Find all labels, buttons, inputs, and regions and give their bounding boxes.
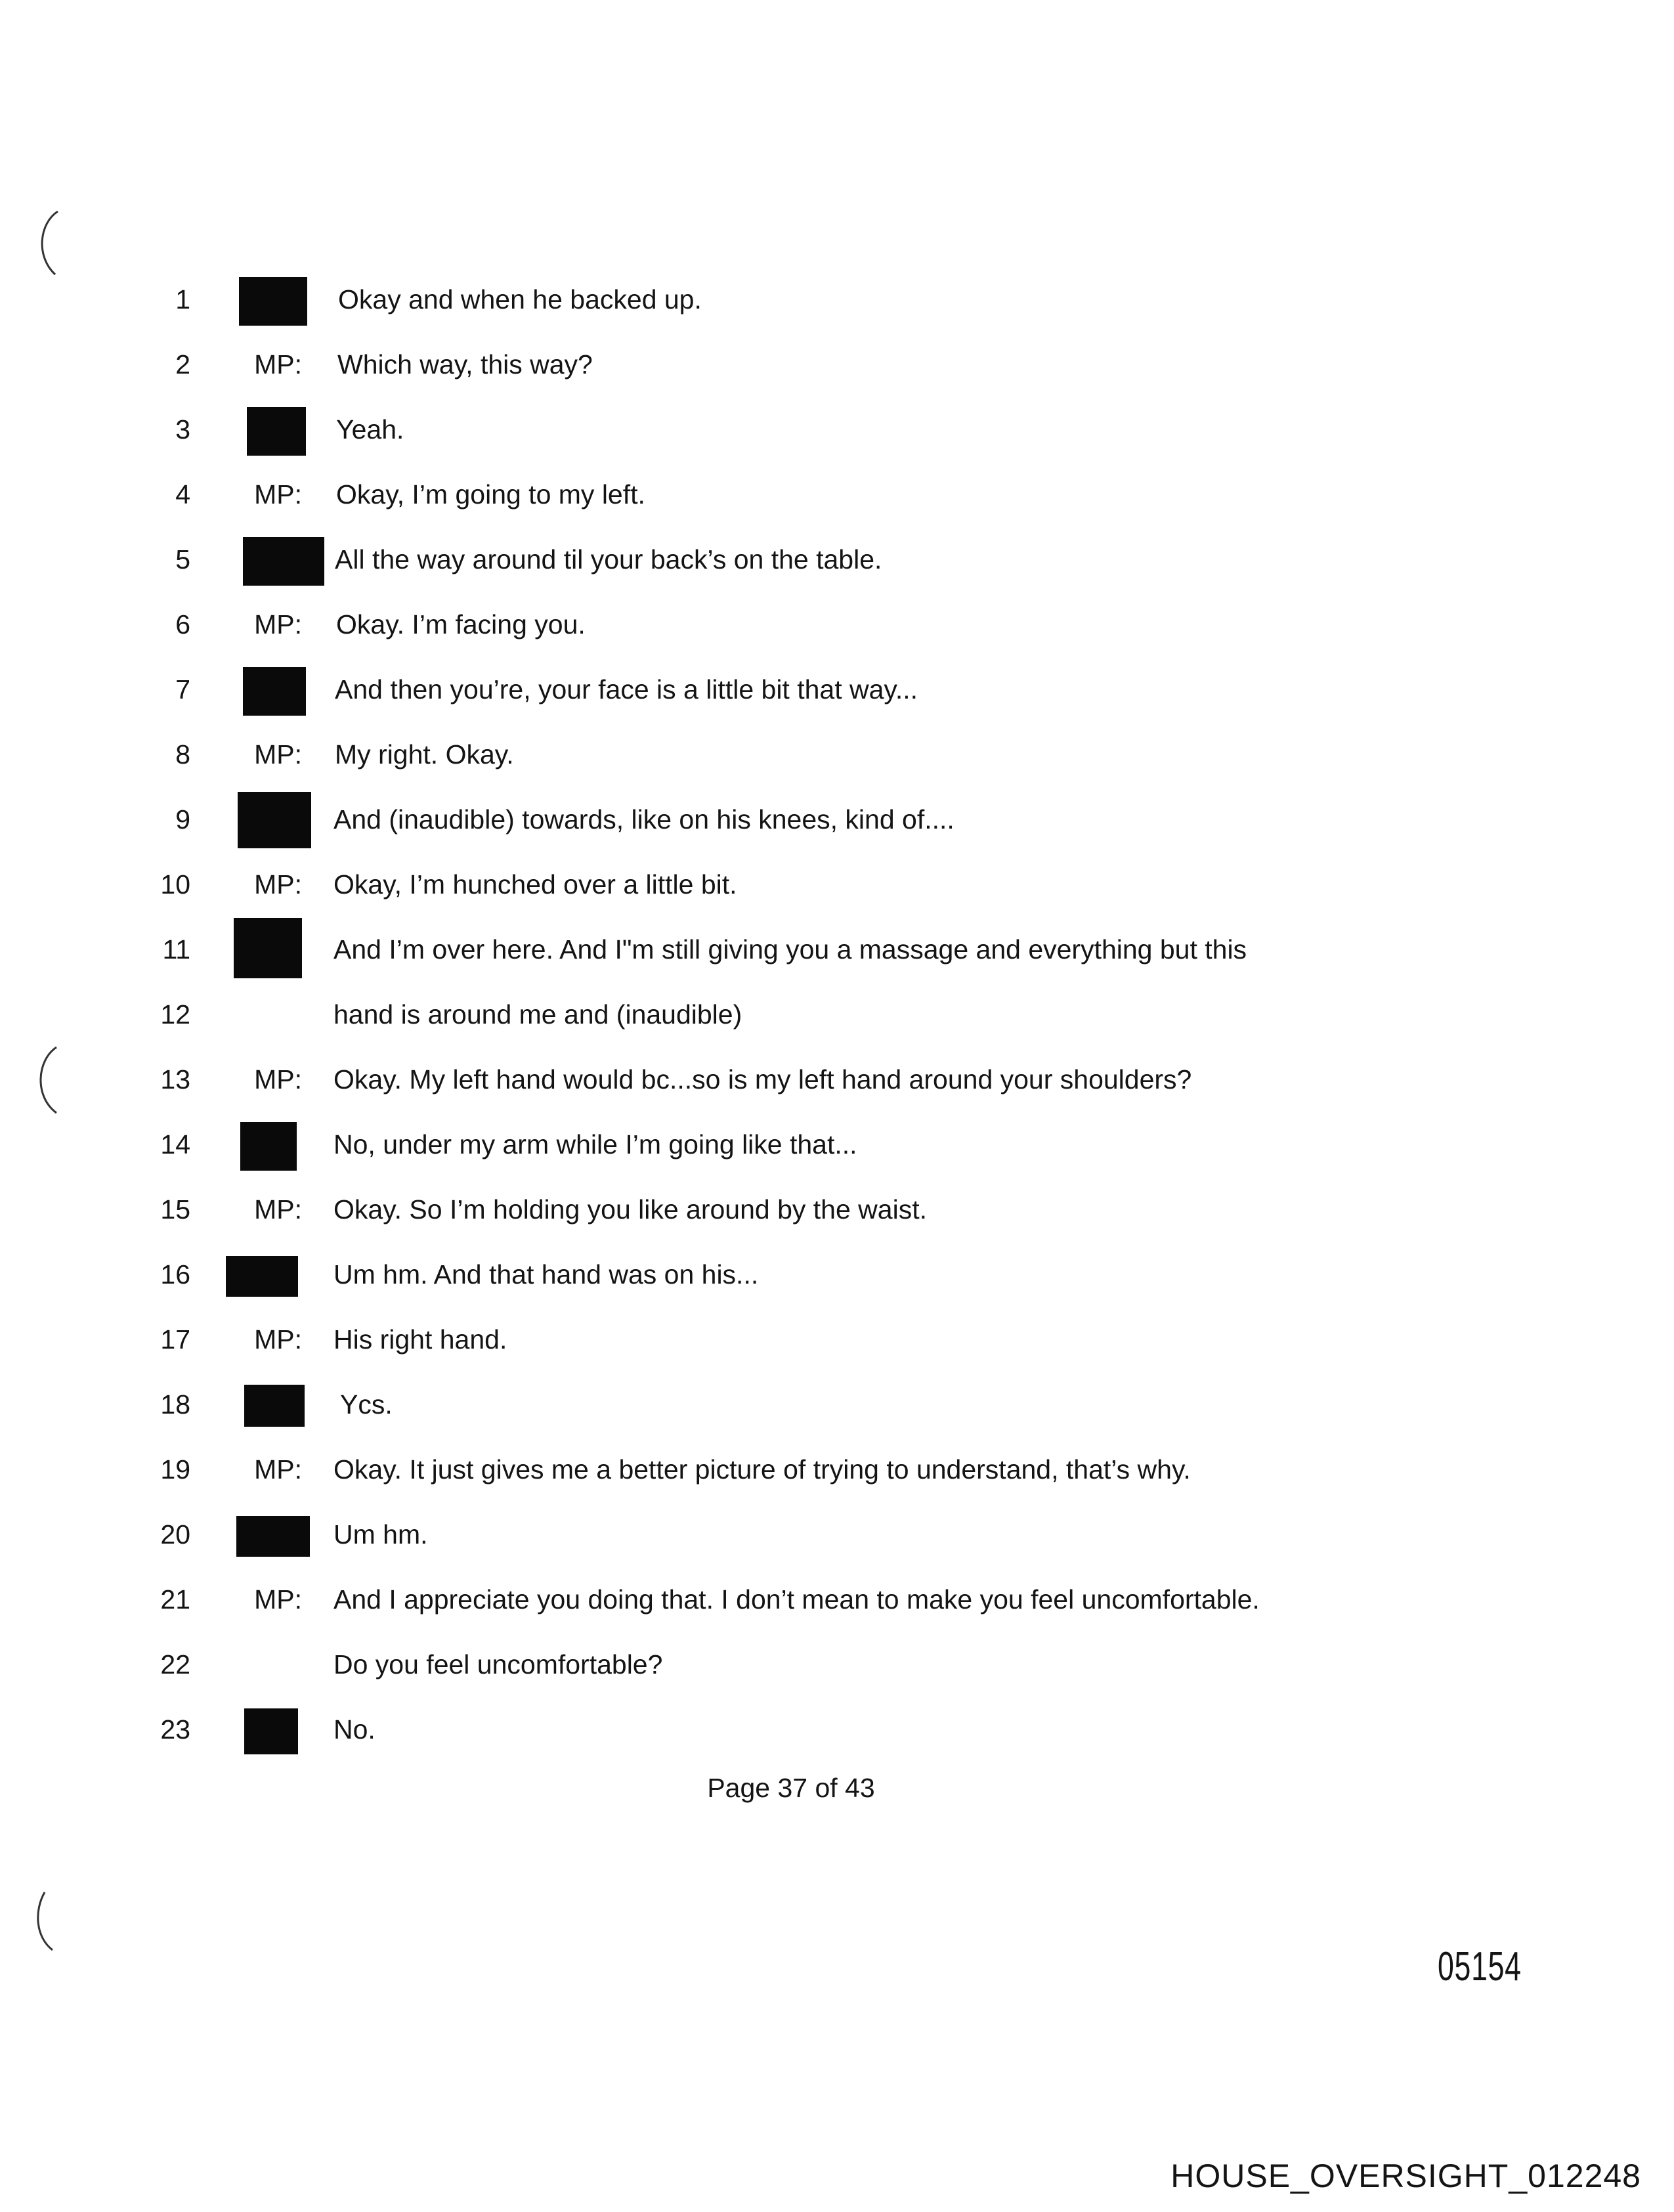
redaction-block — [244, 1708, 298, 1754]
line-number: 12 — [160, 999, 190, 1030]
speaker-label: MP: — [254, 1454, 302, 1485]
line-text: And I appreciate you doing that. I don’t mean to make you feel uncomfortable. — [333, 1584, 1260, 1615]
line-number: 21 — [160, 1584, 190, 1615]
line-text: Okay. My left hand would bc...so is my left hand around your shoulders? — [333, 1064, 1192, 1095]
transcript-line — [0, 534, 1674, 599]
line-text: And I’m over here. And I"m still giving you a massage and everything but this — [333, 934, 1247, 965]
line-number: 1 — [175, 284, 190, 314]
line-text: Okay. I’m facing you. — [336, 609, 586, 640]
line-text: All the way around til your back’s on the table. — [335, 544, 882, 575]
line-number: 7 — [175, 674, 190, 705]
redaction-block — [244, 1385, 305, 1427]
line-number: 2 — [175, 349, 190, 380]
transcript-line — [0, 404, 1674, 469]
transcript-line — [0, 1119, 1674, 1184]
line-number: 9 — [175, 804, 190, 835]
transcript-line — [0, 469, 1674, 534]
page-number-footer: Page 37 of 43 — [707, 1773, 875, 1803]
transcript-line — [0, 1574, 1674, 1639]
speaker-label: MP: — [254, 349, 302, 380]
line-number: 10 — [160, 869, 190, 900]
transcript-line — [0, 1314, 1674, 1379]
speaker-label: MP: — [254, 1584, 302, 1615]
line-number: 15 — [160, 1194, 190, 1225]
line-text: Um hm. And that hand was on his... — [333, 1259, 759, 1290]
line-text: Okay, I’m going to my left. — [336, 479, 645, 510]
line-text: Which way, this way? — [337, 349, 593, 380]
line-text: Ycs. — [340, 1389, 393, 1420]
speaker-label: MP: — [254, 609, 302, 640]
line-text: No. — [333, 1714, 376, 1745]
redaction-block — [236, 1516, 310, 1557]
transcript-line — [0, 1054, 1674, 1119]
line-text: Yeah. — [336, 414, 404, 445]
line-text: My right. Okay. — [335, 739, 514, 770]
transcript-line — [0, 859, 1674, 924]
line-text: Okay, I’m hunched over a little bit. — [333, 869, 737, 900]
transcript-line — [0, 794, 1674, 859]
redaction-block — [243, 667, 306, 716]
speaker-label: MP: — [254, 1194, 302, 1225]
line-number: 23 — [160, 1714, 190, 1745]
transcript-line — [0, 1639, 1674, 1704]
transcript-line — [0, 274, 1674, 339]
line-text: Okay. So I’m holding you like around by the waist. — [333, 1194, 927, 1225]
speaker-label: MP: — [254, 479, 302, 510]
transcript-line — [0, 729, 1674, 794]
transcript-line — [0, 599, 1674, 664]
redaction-block — [234, 918, 302, 978]
line-text: Do you feel uncomfortable? — [333, 1649, 663, 1680]
line-number: 17 — [160, 1324, 190, 1355]
production-identifier: HOUSE_OVERSIGHT_012248 — [1170, 2158, 1641, 2194]
line-text: Okay and when he backed up. — [338, 284, 702, 314]
speaker-label: MP: — [254, 869, 302, 900]
transcript — [0, 274, 1674, 1769]
line-text: Okay. It just gives me a better picture of trying to understand, that’s why. — [333, 1454, 1191, 1485]
redaction-block — [243, 537, 324, 586]
line-text: hand is around me and (inaudible) — [333, 999, 742, 1030]
punch-hole-mark-bottom — [26, 1884, 66, 1970]
line-text: No, under my arm while I’m going like that... — [333, 1129, 857, 1160]
transcript-line — [0, 1249, 1674, 1314]
line-number: 5 — [175, 544, 190, 575]
line-number: 18 — [160, 1389, 190, 1420]
transcript-line — [0, 1379, 1674, 1444]
transcript-line — [0, 1704, 1674, 1769]
line-number: 3 — [175, 414, 190, 445]
transcript-line — [0, 989, 1674, 1054]
speaker-label: MP: — [254, 739, 302, 770]
line-number: 4 — [175, 479, 190, 510]
line-text: His right hand. — [333, 1324, 507, 1355]
transcript-line — [0, 924, 1674, 989]
line-text: And then you’re, your face is a little bit that way... — [335, 674, 918, 705]
line-number: 14 — [160, 1129, 190, 1160]
redaction-block — [247, 407, 306, 456]
line-number: 8 — [175, 739, 190, 770]
speaker-label: MP: — [254, 1064, 302, 1095]
speaker-label: MP: — [254, 1324, 302, 1355]
transcript-line — [0, 664, 1674, 729]
redaction-block — [238, 792, 311, 848]
line-number: 16 — [160, 1259, 190, 1290]
line-number: 11 — [162, 934, 190, 965]
transcript-line — [0, 339, 1674, 404]
line-number: 13 — [160, 1064, 190, 1095]
redaction-block — [239, 277, 307, 326]
bates-stamp: 05154 — [1438, 1944, 1522, 1989]
line-number: 22 — [160, 1649, 190, 1680]
redaction-block — [240, 1122, 297, 1171]
line-number: 6 — [175, 609, 190, 640]
redaction-block — [226, 1256, 298, 1297]
punch-hole-mark-top — [26, 197, 66, 282]
line-number: 20 — [160, 1519, 190, 1550]
transcript-line — [0, 1184, 1674, 1249]
line-number: 19 — [160, 1454, 190, 1485]
transcript-line — [0, 1444, 1674, 1509]
line-text: Um hm. — [333, 1519, 428, 1550]
line-text: And (inaudible) towards, like on his knees, kind of.... — [333, 804, 955, 835]
transcript-line — [0, 1509, 1674, 1574]
